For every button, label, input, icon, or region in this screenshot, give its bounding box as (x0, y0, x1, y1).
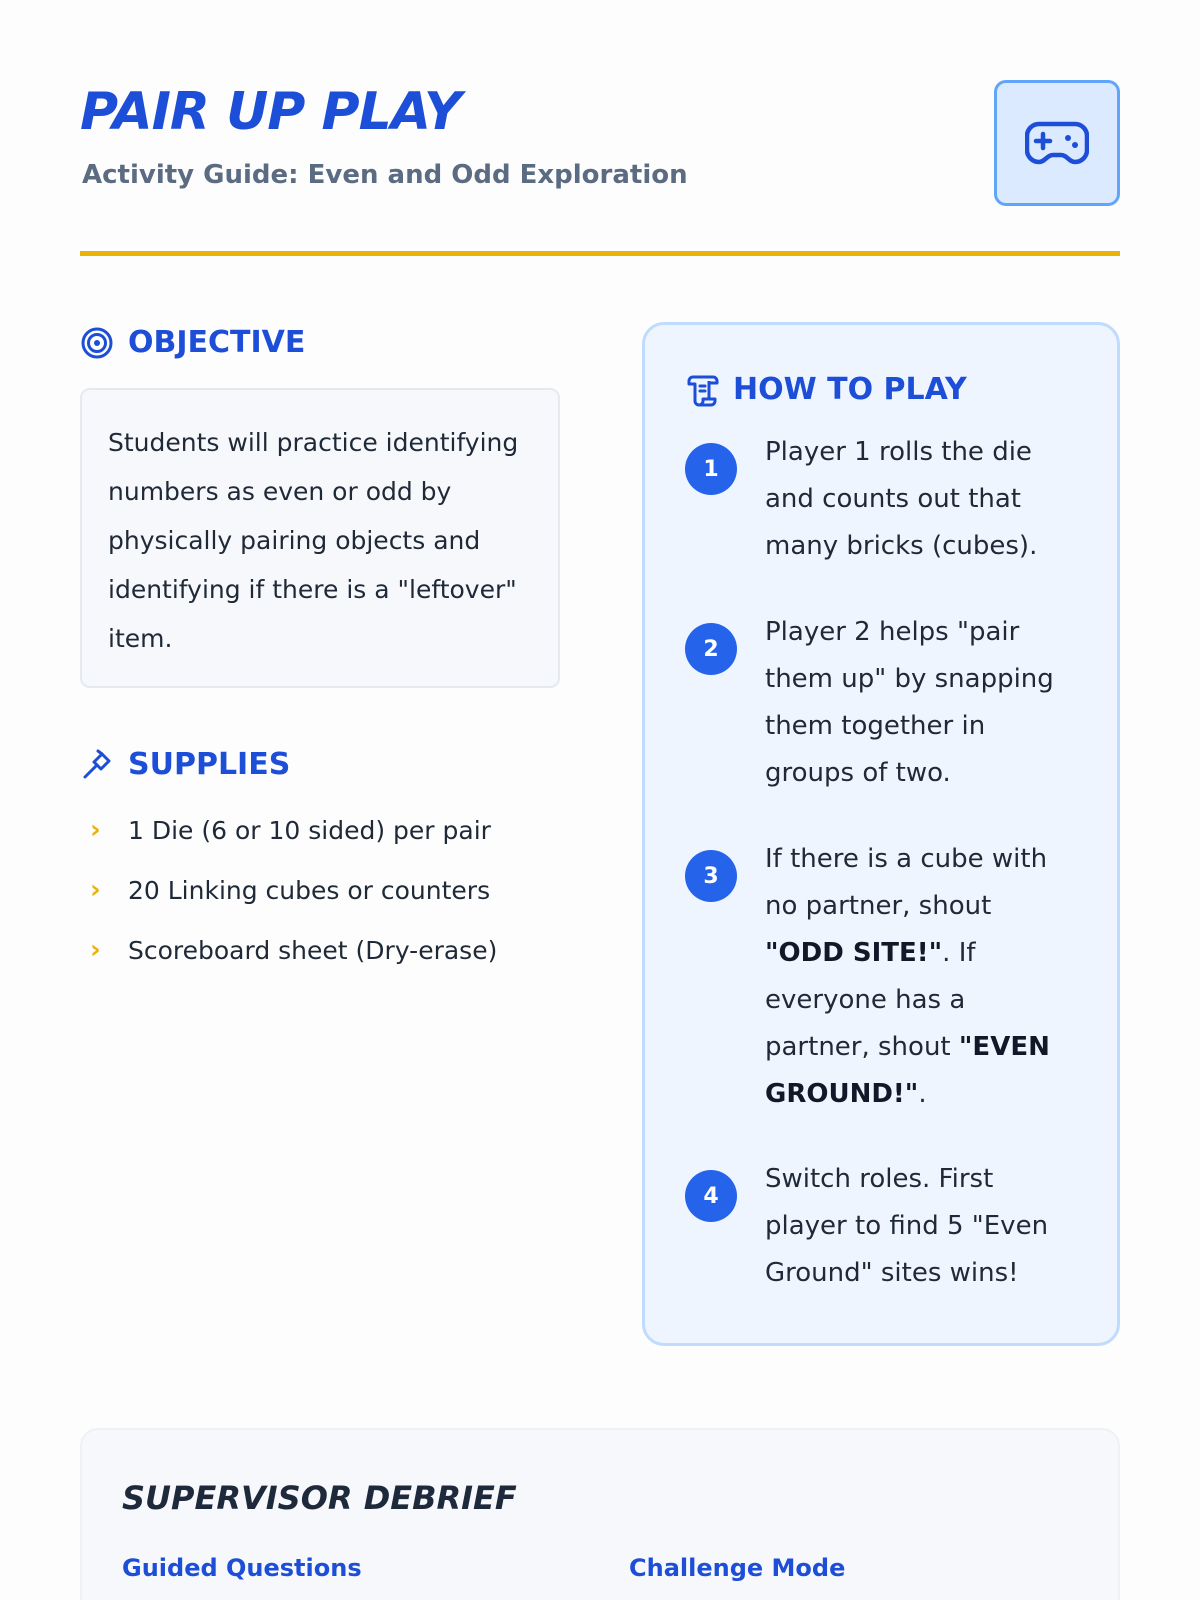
challenge-mode-heading: Challenge Mode (629, 1554, 846, 1582)
how-to-play-heading (685, 373, 967, 407)
how-to-play-label: HOW TO PLAY (733, 372, 967, 407)
step-text: If there is a cube with no partner, shout "ODD SITE!". If everyone has a partner, shout "EVEN GROUND!". (765, 844, 1050, 1109)
step-number: 1 (685, 443, 737, 495)
step-text: Player 1 rolls the die and counts out that many bricks (cubes). (765, 437, 1038, 561)
objective-box (80, 388, 560, 688)
supervisor-debrief (80, 1428, 1120, 1600)
debrief-title: SUPERVISOR DEBRIEF (122, 1479, 517, 1517)
chevron-right-icon: › (90, 935, 101, 965)
step-item (685, 609, 1085, 797)
how-to-play-panel (642, 322, 1120, 1346)
step-item (685, 1156, 1085, 1297)
gamepad-icon (1025, 120, 1089, 166)
supplies-list (80, 800, 580, 980)
step-item (685, 836, 1085, 1118)
objective-text: Students will practice identifying numbers as even or odd by physically pairing objects and identifying if there is a "leftover" item. (108, 428, 519, 653)
list-item (80, 800, 580, 860)
guided-questions-heading: Guided Questions (122, 1554, 362, 1582)
step-number: 2 (685, 623, 737, 675)
step-number: 3 (685, 850, 737, 902)
gamepad-badge (994, 80, 1120, 206)
chevron-right-icon: › (90, 815, 101, 845)
scroll-icon (685, 373, 719, 407)
step-text: Player 2 helps "pair them up" by snapping them together in groups of two. (765, 617, 1054, 788)
supplies-heading-label: SUPPLIES (128, 747, 291, 782)
list-item (80, 860, 580, 920)
page-title: PAIR UP PLAY (80, 82, 461, 142)
step-number: 4 (685, 1170, 737, 1222)
supplies-heading (80, 748, 290, 782)
supply-label: 20 Linking cubes or counters (128, 875, 491, 905)
page-subtitle: Activity Guide: Even and Odd Exploration (82, 160, 688, 190)
list-item (80, 920, 580, 980)
objective-heading (80, 326, 305, 360)
step-item (685, 429, 1085, 570)
step-text: Switch roles. First player to find 5 "Even Ground" sites wins! (765, 1164, 1049, 1288)
hammer-icon (80, 748, 114, 782)
target-icon (80, 326, 114, 360)
page-header (80, 80, 1120, 256)
objective-heading-label: OBJECTIVE (128, 325, 306, 360)
supply-label: Scoreboard sheet (Dry-erase) (128, 935, 498, 965)
odd-site-callout: "ODD SITE!" (765, 938, 943, 968)
chevron-right-icon: › (90, 875, 101, 905)
supply-label: 1 Die (6 or 10 sided) per pair (128, 815, 491, 845)
even-ground-callout: "EVEN GROUND!" (765, 1032, 1050, 1109)
